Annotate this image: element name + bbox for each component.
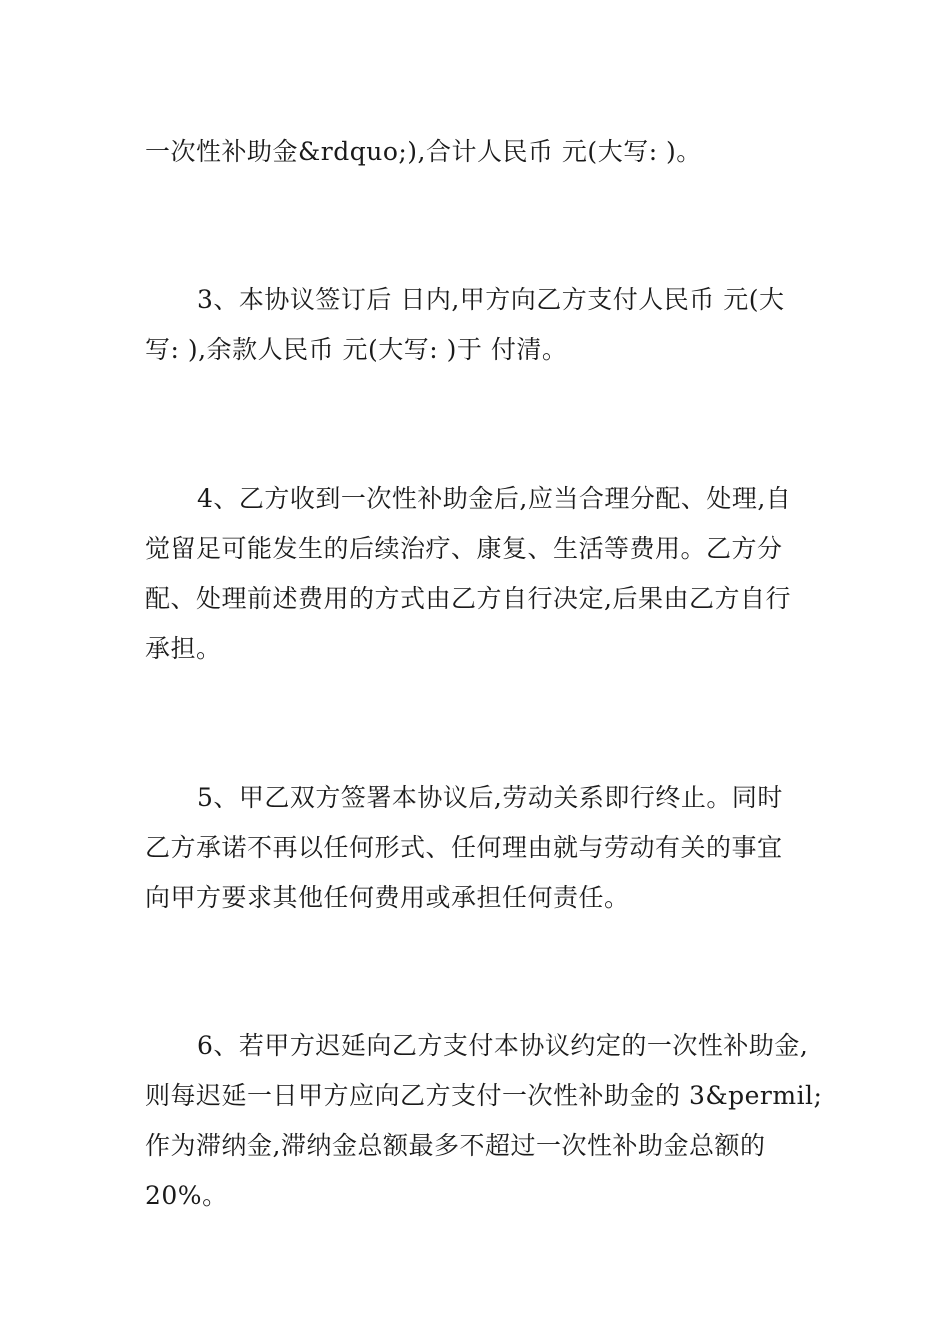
text-line: 写: ),余款人民币 元(大写: )于 付清。 bbox=[145, 335, 568, 364]
text-line: 向甲方要求其他任何费用或承担任何责任。 bbox=[145, 883, 630, 912]
paragraph-clause-4 bbox=[145, 474, 815, 674]
text-line: 6、若甲方迟延向乙方支付本协议约定的一次性补助金, bbox=[197, 1031, 809, 1060]
text-line: 4、乙方收到一次性补助金后,应当合理分配、处理,自 bbox=[197, 484, 792, 513]
text-line: 一次性补助金&rdquo;),合计人民币 元(大写: )。 bbox=[145, 137, 702, 166]
text-line: 3、本协议签订后 日内,甲方向乙方支付人民币 元(大 bbox=[197, 285, 785, 314]
text-line: 配、处理前述费用的方式由乙方自行决定,后果由乙方自行 bbox=[145, 584, 791, 613]
paragraph-clause-5 bbox=[145, 773, 815, 923]
text-line: 觉留足可能发生的后续治疗、康复、生活等费用。乙方分 bbox=[145, 534, 783, 563]
paragraph-clause-3 bbox=[145, 275, 815, 375]
paragraph-clause-6 bbox=[145, 1021, 823, 1221]
text-line: 作为滞纳金,滞纳金总额最多不超过一次性补助金总额的 bbox=[145, 1131, 766, 1160]
paragraph-continuation bbox=[145, 127, 815, 177]
text-line: 则每迟延一日甲方应向乙方支付一次性补助金的 3&permil; bbox=[145, 1081, 823, 1110]
text-line: 乙方承诺不再以任何形式、任何理由就与劳动有关的事宜 bbox=[145, 833, 783, 862]
text-line: 5、甲乙双方签署本协议后,劳动关系即行终止。同时 bbox=[197, 783, 783, 812]
text-line: 20%。 bbox=[145, 1181, 228, 1210]
text-line: 承担。 bbox=[145, 634, 222, 663]
